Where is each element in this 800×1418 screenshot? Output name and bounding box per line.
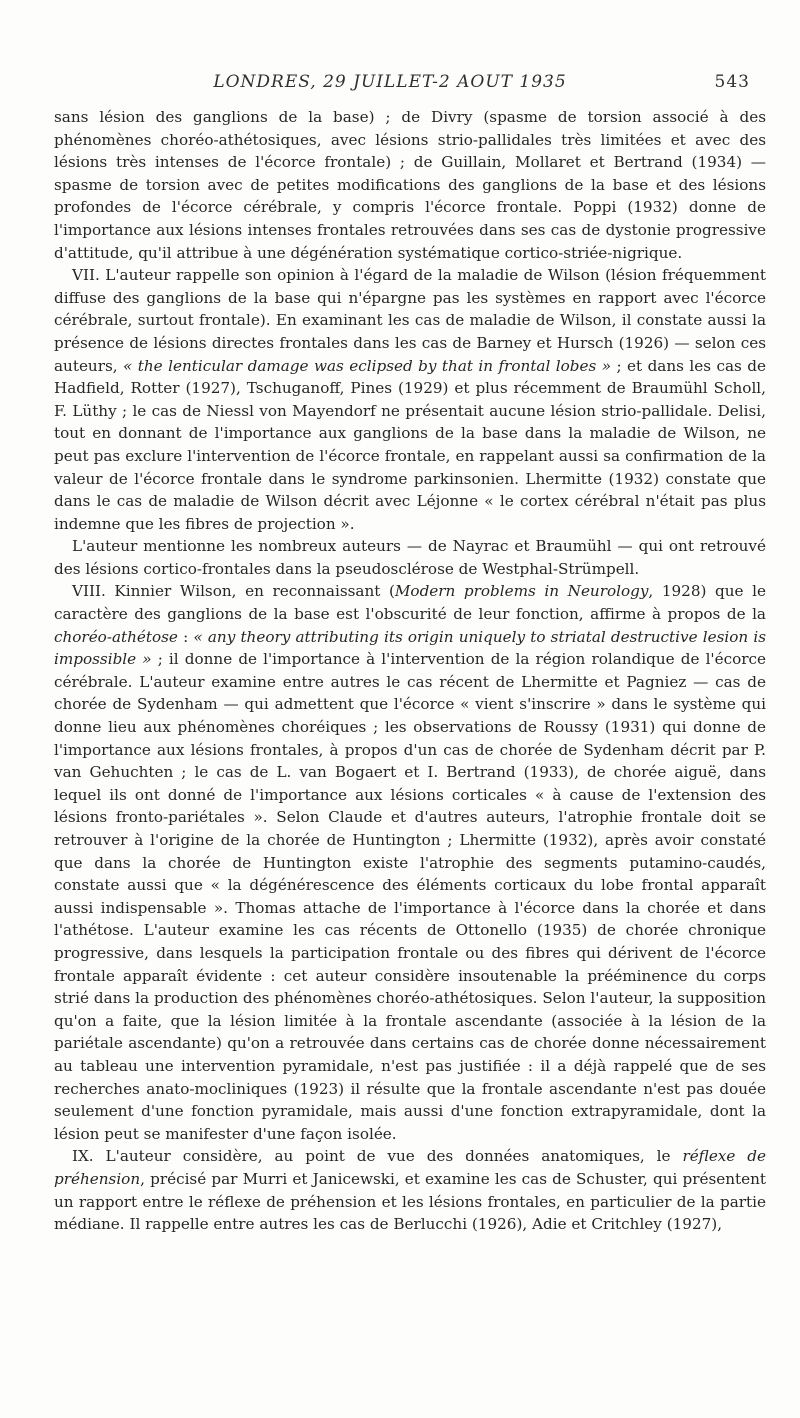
text-segment: ; et dans les cas de Hadfield, Rotter (1927), Tschuganoff, Pines (1929) et plus récemment de Braumühl Scholl, F. Lüthy ; le cas de Niessl von Mayendorf ne présentait aucune lésion strio-pallidale. Delisi, tout en donnant de l'importance aux ganglions de la base dans la maladie de Wilson, ne peut pas exclure l'intervention de l'écorce frontale, en rappelant aussi sa confirmation de la valeur de l'écorce frontale dans le syndrome parkinsonien. Lhermitte (1932) constate que dans le cas de maladie de Wilson décrit avec Léjonne « le cortex cérébral n'était pas plus indemne que les fibres de projection ».	[54, 356, 766, 533]
italic-text-segment: « any theory attributing its origin uniquely to striatal destructive lesion is impossible »	[54, 627, 766, 669]
italic-text-segment: Modern problems in Neurology	[394, 582, 649, 601]
paragraph-3	[54, 535, 766, 580]
paragraph-5-section-ix	[54, 1145, 766, 1235]
article-body	[54, 106, 766, 1236]
text-segment: , 1928) que le caractère des ganglions de la base est l'obscurité de leur fonction, affirme à propos de la	[54, 582, 766, 624]
text-segment: sans lésion des ganglions de la base) ; de Divry (spasme de torsion associé à des phénomènes choréo-athétosiques, avec lésions strio-pallidales très limitées et avec des lésions très intenses de l'écorce frontale) ; de Guillain, Mollaret et Bertrand (1934) — spasme de torsion avec de petites modifications des ganglions de la base et des lésions profondes de l'écorce cérébrale, y compris l'écorce frontale. Poppi (1932) donne de l'importance aux lésions intenses frontales retrouvées dans ses cas de dystonie progressive d'attitude, qu'il attribue à une dégénération systématique cortico-striée-nigrique.	[54, 108, 766, 262]
page-number: 543	[714, 72, 750, 92]
paragraph-1	[54, 106, 766, 264]
running-header	[40, 72, 750, 100]
text-segment: L'auteur mentionne les nombreux auteurs — de Nayrac et Braumühl — qui ont retrouvé des lésions cortico-frontales dans la pseudosclérose de Westphal-Strümpell.	[54, 537, 766, 578]
italic-text-segment: choréo-athétose	[54, 627, 178, 646]
text-segment: IX. L'auteur considère, au point de vue des données anatomiques, le	[72, 1147, 683, 1166]
text-segment: :	[177, 627, 194, 646]
running-title: LONDRES, 29 JUILLET-2 AOUT 1935	[213, 72, 567, 92]
italic-text-segment: « the lenticular damage was eclipsed by that in frontal lobes »	[123, 356, 612, 375]
text-segment: ; il donne de l'importance à l'intervention de la région rolandique de l'écorce cérébrale. L'auteur examine entre autres le cas récent de Lhermitte et Pagniez — cas de chorée de Sydenham — qui admettent que l'écorce « vient s'inscrire » dans le système qui donne lieu aux phénomènes choréiques ; les observations de Roussy (1931) qui donne de l'importance aux lésions frontales, à propos d'un cas de chorée de Sydenham décrit par P. van Gehuchten ; le cas de L. van Bogaert et I. Bertrand (1933), de chorée aiguë, dans lequel ils ont donné de l'importance aux lésions corticales « à cause de l'extension des lésions fronto-pariétales ». Selon Claude et d'autres auteurs, l'atrophie frontale doit se retrouver à l'origine de la chorée de Huntington ; Lhermitte (1932), après avoir constaté que dans la chorée de Huntington existe l'atrophie des segments putamino-caudés, constate aussi que « la dégénérescence des éléments corticaux du lobe frontal apparaît aussi indispensable ». Thomas attache de l'importance à l'écorce dans la chorée et dans l'athétose. L'auteur examine les cas récents de Ottonello (1935) de chorée chronique progressive, dans lesquels la participation frontale ou des fibres qui dérivent de l'écorce frontale apparaît évidente : cet auteur considère insoutenable la prééminence du corps strié dans la production des phénomènes choréo-athétosiques. Selon l'auteur, la supposition qu'on a faite, que la lésion limitée à la frontale ascendante (associée à la lésion de la pariétale ascendante) qu'on a retrouvée dans certains cas de chorée donne nécessairement au tableau une intervention pyramidale, n'est pas justifiée : il a déjà rappelé que de ses recherches anato-mocliniques (1923) il résulte que la frontale ascendante n'est pas douée seulement d'une fonction pyramidale, mais aussi d'une fonction extrapyramidale, dont la lésion peut se manifester d'une façon isolée.	[54, 650, 766, 1143]
text-segment: VII. L'auteur rappelle son opinion à l'égard de la maladie de Wilson (lésion fréquemment diffuse des ganglions de la base qui n'épargne pas les systèmes en rapport avec l'écorce cérébrale, surtout frontale). En examinant les cas de maladie de Wilson, il constate aussi la présence de lésions directes frontales dans les cas de Barney et Hursch (1926) — selon ces auteurs,	[54, 266, 766, 375]
text-segment: VIII. Kinnier Wilson, en reconnaissant (	[72, 582, 395, 601]
paragraph-2-section-vii	[54, 264, 766, 535]
italic-text-segment: réflexe de préhension	[54, 1147, 766, 1188]
paragraph-4-section-viii	[54, 580, 766, 1145]
text-segment: , précisé par Murri et Janicewski, et examine les cas de Schuster, qui présentent un rapport entre le réflexe de préhension et les lésions frontales, en particulier de la partie médiane. Il rappelle entre autres les cas de Berlucchi (1926), Adie et Critchley (1927),	[54, 1169, 766, 1234]
